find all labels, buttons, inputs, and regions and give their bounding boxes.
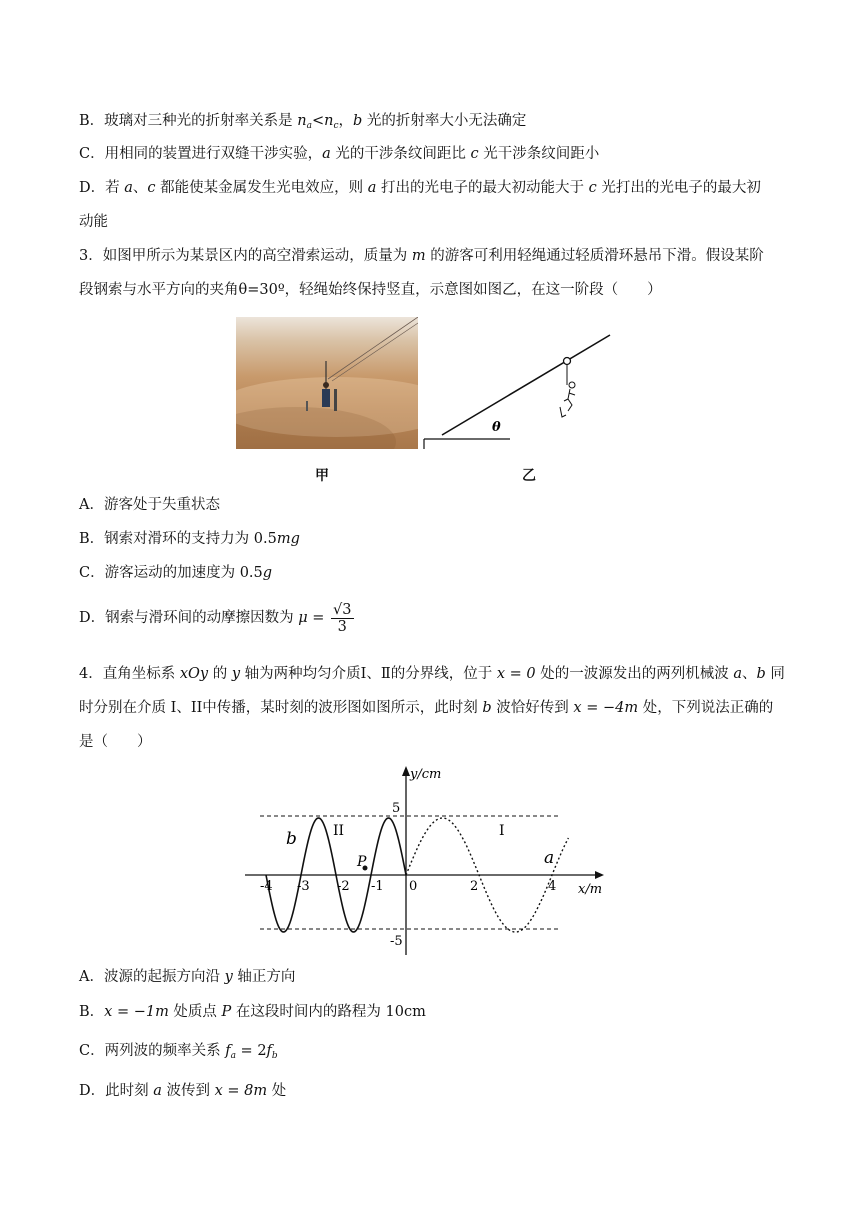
q4-stem-line-1: 4．直角坐标系 xOy 的 y 轴为两种均匀介质Ⅰ、Ⅱ的分界线，位于 x = 0 处的一波源发出的两列机械波 a、b 同 [79,666,785,682]
tick-label-minus-2: -2 [337,879,350,894]
tick-label-minus-3: -3 [297,879,310,894]
q4-stem-line-2: 时分别在介质 I、II中传播，某时刻的波形图如图所示，此时刻 b 波恰好传到 x = −4m 处，下列说法正确的 [79,700,774,716]
point-p-label: P [357,854,367,870]
amplitude-top-label: 5 [392,801,401,816]
tick-label-4: 4 [548,879,557,894]
q3-option-a: A．游客处于失重状态 [79,497,220,513]
q2-option-d: D．若 a、c 都能使某金属发生光电效应，则 a 打出的光电子的最大初动能大于 c 光打出的光电子的最大初 [79,180,761,196]
medium-ii-label: II [333,823,345,839]
q3-option-b: B．钢索对滑环的支持力为 0.5mg [79,531,300,547]
tick-label-2: 2 [470,879,479,894]
wave-b-label: b [286,829,297,849]
q2-option-c: C．用相同的装置进行双缝干涉实验，a 光的干涉条纹间距比 c 光干涉条纹间距小 [79,146,600,162]
tick-label-minus-1: -1 [371,879,384,894]
q3-stem-line-1: 3．如图甲所示为某景区内的高空滑索运动，质量为 m 的游客可利用轻绳通过轻质滑环悬吊下滑。假设某阶 [79,248,764,264]
q3-stem-line-2: 段钢索与水平方向的夹角θ=30º，轻绳始终保持竖直，示意图如图乙，在这一阶段（ ） [79,282,662,298]
figure-yi-caption: 乙 [522,468,536,484]
zipline-photo [236,317,418,449]
q4-option-a: A．波源的起振方向沿 y 轴正方向 [79,969,296,985]
zipline-schematic [420,325,620,455]
q4-option-b: B．x = −1m 处质点 P 在这段时间内的路程为 10cm [79,1004,426,1020]
q4-option-c: C．两列波的频率关系 $f_a = 2f_b$ [79,1043,278,1061]
tick-label-minus-4: -4 [260,879,273,894]
figure-jia-caption: 甲 [315,468,329,484]
q3-option-d: D．钢索与滑环间的动摩擦因数为 μ = $\frac{√3}{3}$ [79,601,352,635]
q2-option-d-continued: 动能 [79,214,108,230]
zipline-photo-details [236,317,418,449]
q4-option-d: D．此时刻 a 波传到 x = 8m 处 [79,1083,287,1099]
amplitude-bottom-label: -5 [390,934,403,949]
theta-label: θ [492,420,501,435]
medium-i-label: I [499,823,505,839]
tick-label-0: 0 [409,879,418,894]
sqrt3-over-3-fraction: $\frac{√3}{3}$ [333,601,352,635]
y-axis-label: y/cm [410,767,442,782]
q2-option-b: B．玻璃对三种光的折射率关系是 $n_a<n_c$，b 光的折射率大小无法确定 [79,113,527,131]
q3-option-c: C．游客运动的加速度为 0.5g [79,565,273,581]
x-axis-label: x/m [578,882,603,897]
q4-stem-line-3: 是（ ） [79,734,152,750]
wave-graph [240,762,610,962]
wave-a-label: a [544,848,555,868]
